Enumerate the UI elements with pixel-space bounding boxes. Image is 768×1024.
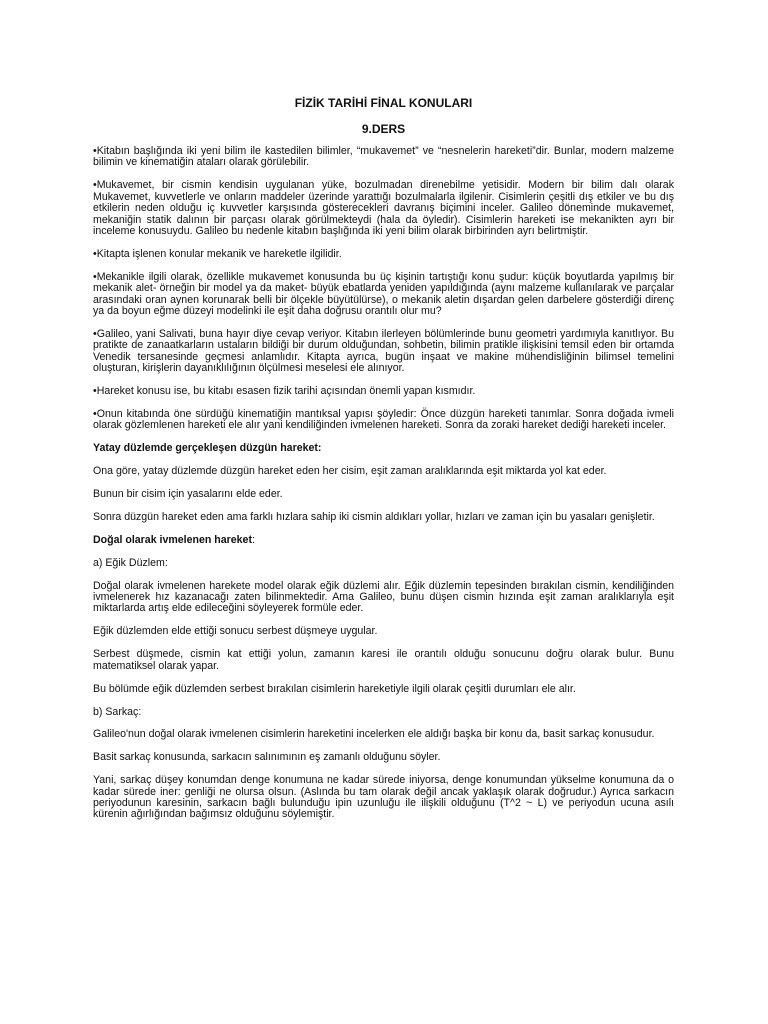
paragraph: •Onun kitabında öne sürdüğü kinematiğin mantıksal yapısı şöyledir: Önce düzgün hareketi tanımlar. Sonra doğada ivmeli olarak gözlemlenen hareketi ele alır yani kendiliğinden ivmelenen hareketi. Sonra da zoraki hareket dediği hareketi inceler. xyxy=(93,407,674,432)
paragraph: •Kitapta işlenen konular mekanik ve hareketle ilgilidir. xyxy=(93,247,342,260)
paragraph: Ona göre, yatay düzlemde düzgün hareket eden her cisim, eşit zaman aralıklarında eşit miktarda yol kat eder. xyxy=(93,465,607,478)
document-title: FİZİK TARİHİ FİNAL KONULARI xyxy=(294,96,473,110)
paragraph: Basit sarkaç konusunda, sarkacın salınımının eş zamanlı olduğunu söyler. xyxy=(93,751,441,764)
paragraph: •Kitabın başlığında iki yeni bilim ile kastedilen bilimler, “mukavemet” ve “nesnelerin hareketi”dir. Bunlar, modern malzeme bilimin ve kinematiğin ataları olarak görülebilir. xyxy=(93,145,674,169)
section-heading xyxy=(93,535,674,546)
paragraph: •Mekanikle ilgili olarak, özellikle mukavemet konusunda bu üç kişinin tartıştığı konu şudur: küçük boyutlarda yapılmış bir mekanik alet- örneğin bir model ya da maket- büyük ebatlarda yeniden yapıldığında (aynı malzeme kullanılarak ve parçalar arasındaki oran aynen korunarak belli bir ölçekle büyütülürse), o mekanik aletin dışardan gelen darbelere gösterdiği direnç ya da boyun eğme düzeyi modelinki ile eşit daha doğrusu orantılı olur mu? xyxy=(93,270,674,317)
paragraph: Sonra düzgün hareket eden ama farklı hızlara sahip iki cismin aldıkları yollar, hızları ve zaman için bu yasaları genişletir. xyxy=(93,510,655,523)
paragraph: Serbest düşmede, cismin kat ettiği yolun, zamanın karesi ile orantılı olduğu sonucunu doğru olarak bulur. Bunu matematiksel olarak yapar. xyxy=(93,648,674,672)
paragraph: Eğik düzlemden elde ettiği sonucu serbest düşmeye uygular. xyxy=(93,625,378,638)
paragraph: Doğal olarak ivmelenen harekete model olarak eğik düzlemi alır. Eğik düzlemin tepesinden bırakılan cismin, kendiliğinden ivmelenerek hız kazanacağı zaten bilinmektedir. Ama Galileo, bunu düşen cismin hızında eşit zaman aralıklarıyla eşit miktarlarda artış elde edileceğini söyleyerek formüle eder. xyxy=(93,579,674,615)
section-heading-suffix: : xyxy=(251,533,255,546)
paragraph: b) Sarkaç: xyxy=(93,705,142,718)
paragraph: a) Eğik Düzlem: xyxy=(93,556,168,569)
paragraph: Yani, sarkaç düşey konumdan denge konumuna ne kadar sürede iniyorsa, denge konumundan yükselme konumuna da o kadar sürede iner: genliği ne olursa olsun. (Aslında bu tam olarak değil ancak yaklaşık olarak doğrudur.) Ayrıca sarkacın periyodunun karesinin, sarkacın bağlı bulunduğu ipin uzunluğu ile ilişkili olduğunu (T^2 ~ L) ve periyodun ucuna asılı kürenin ağırlığından bağımsız olduğunu söylemiştir. xyxy=(93,774,674,821)
paragraph: •Galileo, yani Salivati, buna hayır diye cevap veriyor. Kitabın ilerleyen bölümlerinde bunu geometri yardımıyla kanıtlıyor. Bu pratikte de zanaatkarların ustaların bildiği bir durum olduğundan, sohbetin, bilimin pratikle ilişkisini temsil eden bir ortamda Venedik tersanesinde geçmesi anlamlıdır. Kitapta ayrıca, bugün inşaat ve makine mühendisliğinin bilimsel temelini oluşturan, kirişlerin dayanıklılığının ölçülmesi meselesi ele alınıyor. xyxy=(93,327,674,375)
paragraph: •Hareket konusu ise, bu kitabı esasen fizik tarihi açısından önemli yapan kısmıdır. xyxy=(93,385,476,397)
paragraph: Galileo'nun doğal olarak ivmelenen cisimlerin hareketini incelerken ele aldığı başka bir konu da, basit sarkaç konusudur. xyxy=(93,728,655,741)
document-subtitle: 9.DERS xyxy=(361,122,406,136)
paragraph: Bunun bir cisim için yasalarını elde eder. xyxy=(93,488,283,501)
section-heading-bold: Doğal olarak ivmelenen hareket xyxy=(93,533,252,546)
section-heading: Yatay düzlemde gerçekleşen düzgün hareket: xyxy=(93,442,322,455)
paragraph: Bu bölümde eğik düzlemden serbest bırakılan cisimlerin hareketiyle ilgili olarak çeşitli durumları ele alır. xyxy=(93,682,576,695)
paragraph: •Mukavemet, bir cismin kendisin uygulanan yüke, bozulmadan direnebilme yetisidir. Modern bir bilim dalı olarak Mukavemet, kuvvetlerle ve onların maddeler üzerinde yarattığı bozulmalarla ilgilenir. Cisimlerin çeşitli dış etkiler ve bu dış etkilerin neden olduğu iç kuvvetler karşısında gösterecekleri davranış biçimini inceler. Galileo döneminde mukavemet, mekaniğin statik dalının bir parçası olarak görülmekteydi (hala da öyledir). Cisimlerin hareketi ise mekanikten ayrı bir inceleme konusuydu. Galileo bu nedenle kitabın başlığında iki yeni bilim olarak birbirinden ayrı belirtmiştir. xyxy=(93,179,674,237)
